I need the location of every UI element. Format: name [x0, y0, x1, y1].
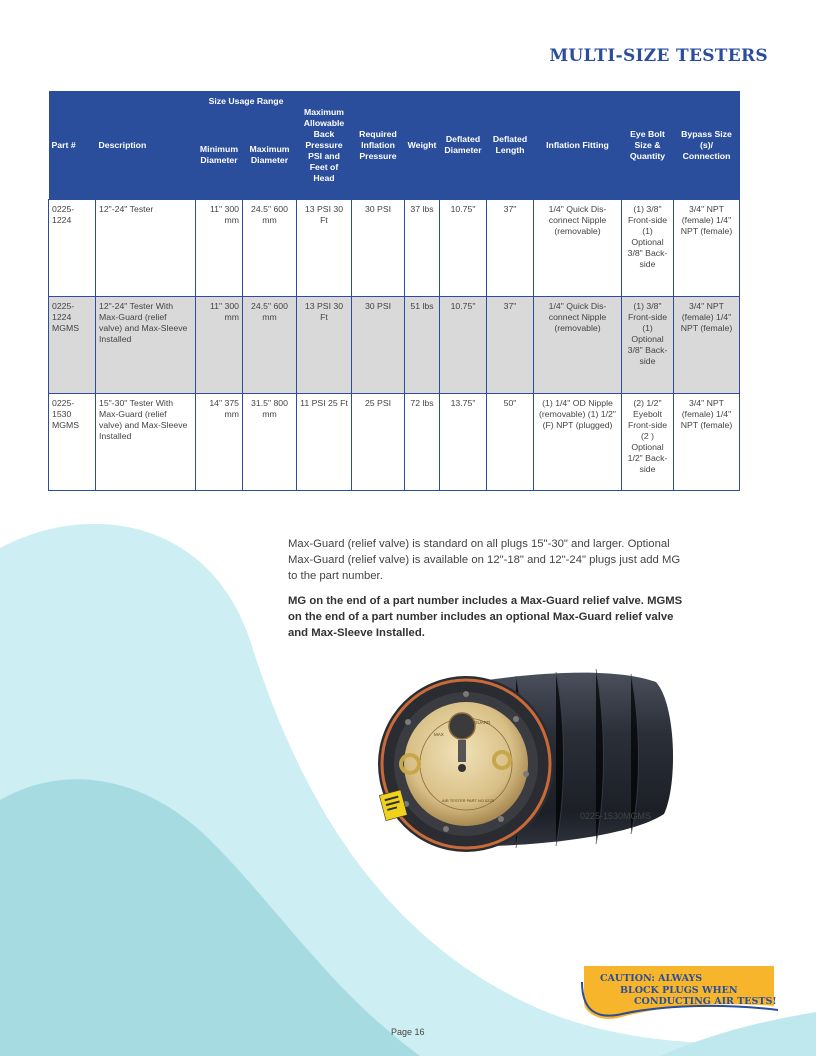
- header-inflation-pressure: Required Inflation Pressure: [352, 91, 405, 200]
- gauge: [449, 713, 475, 739]
- header-weight: Weight: [405, 91, 440, 200]
- cell-weight: 51 lbs: [405, 297, 440, 394]
- plate-label-guard: GUARD: [474, 720, 491, 725]
- cell-min-diameter: 11" 300 mm: [196, 200, 243, 297]
- cell-bypass: 3/4" NPT (female) 1/4" NPT (female): [674, 394, 740, 491]
- cell-weight: 37 lbs: [405, 200, 440, 297]
- header-max-diameter: Maximum Diameter: [243, 111, 297, 200]
- header-deflated-length: Deflated Length: [487, 91, 534, 200]
- cell-inflation-fitting: 1/4" Quick Dis-connect Nipple (removable): [534, 200, 622, 297]
- table-row: [49, 394, 740, 491]
- cell-bypass: 3/4" NPT (female) 1/4" NPT (female): [674, 297, 740, 394]
- header-bypass: Bypass Size (s)/ Connection: [674, 91, 740, 200]
- header-part: Part #: [49, 91, 96, 200]
- cell-min-diameter: 14" 375 mm: [196, 394, 243, 491]
- cell-description: 12"-24" Tester: [96, 200, 196, 297]
- plate-ring-text: AIR TESTER PART NO 0225: [442, 798, 494, 803]
- cell-inflation-fitting: 1/4" Quick Dis-connect Nipple (removable): [534, 297, 622, 394]
- cell-max-diameter: 24.5" 600 mm: [243, 200, 297, 297]
- cell-max-back-pressure: 13 PSI 30 Ft: [297, 297, 352, 394]
- note-max-guard: Max-Guard (relief valve) is standard on all plugs 15"-30" and larger. Optional Max-Guard (relief valve) is available on 12"-18" and 12"-24" plugs just add MG to the part number.: [288, 538, 681, 582]
- header-description: Description: [96, 91, 196, 200]
- header-eye-bolt: Eye Bolt Size & Quantity: [622, 91, 674, 200]
- caution-line-3: CONDUCTING AIR TESTS!: [634, 996, 777, 1007]
- header-inflation-fitting: Inflation Fitting: [534, 91, 622, 200]
- header-deflated-diameter: Deflated Diameter: [440, 91, 487, 200]
- cell-part: 0225-1224 MGMS: [49, 297, 96, 394]
- cell-deflated-diameter: 10.75": [440, 297, 487, 394]
- cell-inflation-fitting: (1) 1/4" OD Nipple (removable) (1) 1/2" (F) NPT (plugged): [534, 394, 622, 491]
- caution-line-1: CAUTION: ALWAYS: [600, 973, 703, 984]
- header-size-usage-range: Size Usage Range: [196, 91, 297, 111]
- cell-max-back-pressure: 11 PSI 25 Ft: [297, 394, 352, 491]
- cell-deflated-length: 37": [487, 297, 534, 394]
- cell-description: 15"-30" Tester With Max-Guard (relief valve) and Max-Sleeve Installed: [96, 394, 196, 491]
- cell-max-diameter: 24.5" 600 mm: [243, 297, 297, 394]
- cell-min-diameter: 11" 300 mm: [196, 297, 243, 394]
- product-caption: 0225-1530MGMS: [580, 811, 652, 821]
- header-max-back-pressure: Maximum Allowable Back Pressure PSI and Feet of Head: [297, 91, 352, 200]
- cell-eye-bolt: (1) 3/8" Front-side (1) Optional 3/8" Back-side: [622, 200, 674, 297]
- caution-line-2: BLOCK PLUGS WHEN: [620, 984, 738, 996]
- cell-max-diameter: 31.5" 800 mm: [243, 394, 297, 491]
- product-image-air-tester: [376, 664, 676, 854]
- cell-inflation-pressure: 30 PSI: [352, 200, 405, 297]
- header-min-diameter: Minimum Diameter: [196, 111, 243, 200]
- cell-inflation-pressure: 30 PSI: [352, 297, 405, 394]
- notes: [288, 536, 688, 650]
- cell-bypass: 3/4" NPT (female) 1/4" NPT (female): [674, 200, 740, 297]
- cell-deflated-diameter: 13.75": [440, 394, 487, 491]
- page-title: MULTI-SIZE TESTERS: [549, 46, 768, 66]
- spec-table: [48, 91, 740, 491]
- cell-max-back-pressure: 13 PSI 30 Ft: [297, 200, 352, 297]
- cell-eye-bolt: (2) 1/2" Eyebolt Front-side (2 ) Optional 1/2" Back-side: [622, 394, 674, 491]
- table-row: [49, 200, 740, 297]
- table-row: [49, 297, 740, 394]
- cell-part: 0225-1530 MGMS: [49, 394, 96, 491]
- cell-description: 12"-24" Tester With Max-Guard (relief valve) and Max-Sleeve Installed: [96, 297, 196, 394]
- note-part-suffix: MG on the end of a part number includes a Max-Guard relief valve. MGMS on the end of a part number includes an optional Max-Guard relief valve and Max-Sleeve Installed.: [288, 595, 683, 639]
- cell-deflated-length: 37": [487, 200, 534, 297]
- cell-inflation-pressure: 25 PSI: [352, 394, 405, 491]
- cell-weight: 72 lbs: [405, 394, 440, 491]
- cell-eye-bolt: (1) 3/8" Front-side (1) Optional 3/8" Back-side: [622, 297, 674, 394]
- cell-deflated-diameter: 10.75": [440, 200, 487, 297]
- caution-banner: [578, 962, 778, 1022]
- page-number: Page 16: [391, 1027, 425, 1037]
- cell-part: 0225-1224: [49, 200, 96, 297]
- cell-deflated-length: 50": [487, 394, 534, 491]
- plate-label-max: MAX: [434, 732, 444, 737]
